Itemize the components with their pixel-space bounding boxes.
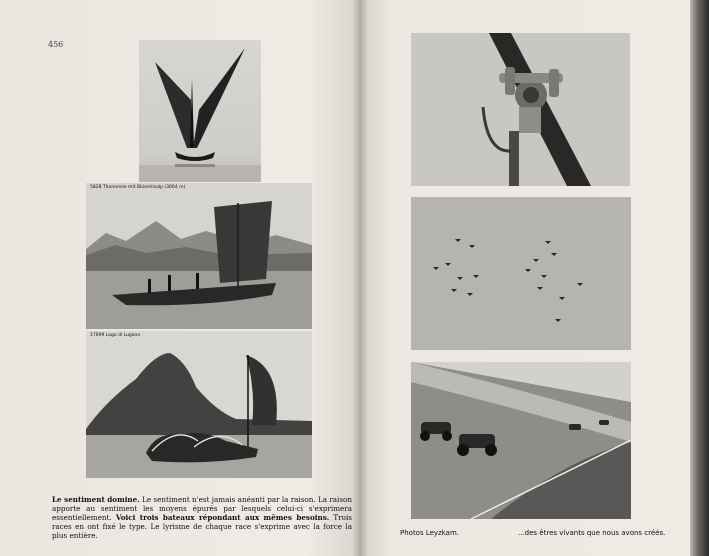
thunersee-boat-photo bbox=[86, 183, 312, 329]
caption-text-1: Le sentiment n'est jamais anéanti par la raison. La raison apporte au sentiment les moyens épurés par lesquels celui-ci s'exprimera essentiellement. bbox=[52, 495, 352, 522]
photo-caption: 17699 Lago di Lugano bbox=[90, 333, 141, 338]
page-number: 456 bbox=[48, 40, 64, 49]
left-caption bbox=[52, 495, 352, 540]
lugano-boat-photo bbox=[86, 331, 312, 478]
book-gutter bbox=[352, 0, 368, 556]
aircraft-engine-photo bbox=[411, 33, 630, 186]
page-edge bbox=[690, 0, 709, 556]
sailboat-silhouette-photo bbox=[139, 40, 261, 182]
right-caption: ...des êtres vivants que nous avons créés. bbox=[518, 529, 666, 537]
plane-formation-photo bbox=[411, 197, 631, 350]
caption-bold-mid: Voici trois bateaux répondant aux mêmes besoins. bbox=[115, 513, 330, 522]
caption-text-2: Trois races en ont fixé le type. Le lyrisme de chaque race s'exprime avec la force la plus entière. bbox=[52, 513, 352, 540]
photo-caption: 5828 Thunersee mit Blüemlisalp (3664 m) bbox=[90, 185, 186, 190]
photo-credit: Photos Leyzkam. bbox=[400, 529, 460, 537]
race-cars-photo bbox=[411, 362, 631, 519]
caption-bold-lead: Le sentiment domine. bbox=[52, 495, 140, 504]
right-page bbox=[360, 0, 690, 556]
